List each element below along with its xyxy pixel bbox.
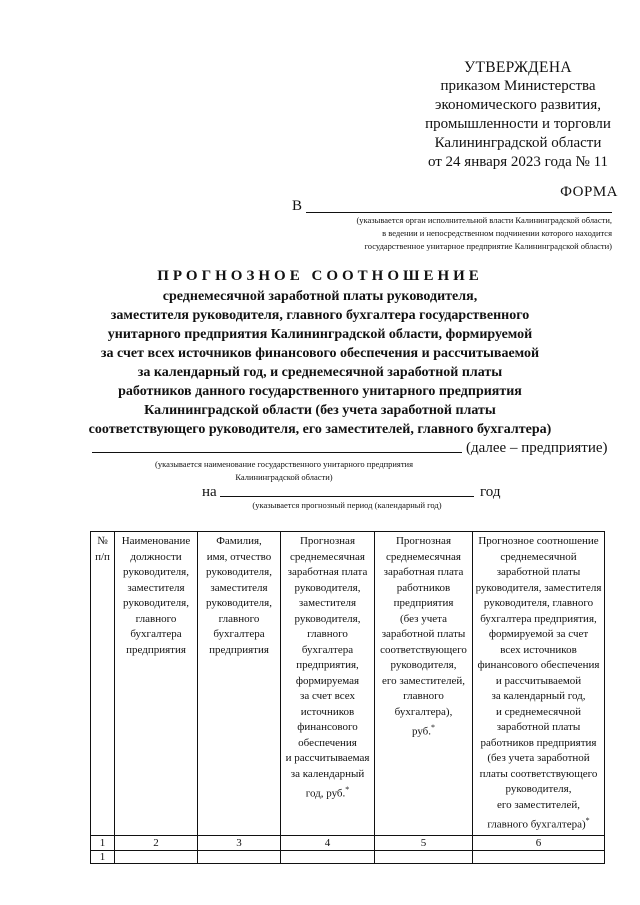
header-staff-salary: Прогнозная среднемесячная заработная плата работников предприятия (без учета заработной платы соответствующего руководителя, его заместителей, главного бухгалтера), руб.* [375, 532, 473, 836]
enterprise-field-line[interactable] [92, 452, 462, 453]
column-number: 4 [281, 836, 375, 851]
table-cell: 1 [91, 851, 115, 864]
table-cell[interactable] [375, 851, 473, 864]
approval-block [400, 58, 636, 172]
column-number: 3 [198, 836, 281, 851]
header-salary-ratio: Прогнозное соотношение среднемесячной заработной платы руководителя, заместителя руководителя, главного бухгалтера предприятия, формируемой за счет всех источников финансового обеспечения и рассчитываемой за календарный год, и среднемесячной заработной платы работников предприятия (без учета заработной платы соответствующего руководителя, его заместителей, главного бухгалтера)* [473, 532, 605, 836]
header-full-name: Фамилия, имя, отчество руководителя, заместителя руководителя, главного бухгалтера предприятия [198, 532, 281, 836]
enterprise-note-line: (указывается наименование государственного унитарного предприятия [154, 459, 414, 469]
addressee-prefix: В [292, 198, 303, 214]
column-number: 1 [91, 836, 115, 851]
subtitle-line: унитарного предприятия Калининградской области, формируемой [107, 327, 533, 342]
period-note: (указывается прогнозный период (календарный год) [252, 500, 442, 510]
table-header-row [91, 532, 605, 836]
addressee-note-line: (указывается орган исполнительной власти Калининградской области, [356, 215, 612, 225]
subtitle-line: за счет всех источников финансового обеспечения и рассчитываемой [100, 346, 540, 361]
enterprise-suffix: (далее – предприятие) [466, 440, 608, 456]
column-number: 5 [375, 836, 473, 851]
salary-ratio-table [90, 531, 605, 864]
approval-line: промышленности и торговли [425, 116, 611, 132]
subtitle-line: заместителя руководителя, главного бухгалтера государственного [110, 308, 530, 323]
approval-line: экономического развития, [435, 97, 601, 113]
subtitle-line: Калининградской области (без учета заработной платы [144, 403, 496, 418]
subtitle-line: соответствующего руководителя, его заместителей, главного бухгалтера) [88, 422, 552, 437]
column-number: 2 [115, 836, 198, 851]
approval-line: Калининградской области [434, 135, 602, 151]
document-title: ПРОГНОЗНОЕ СООТНОШЕНИЕ [157, 268, 483, 284]
table-cell[interactable] [115, 851, 198, 864]
enterprise-note-line: Калининградской области) [235, 472, 333, 482]
addressee-field-line[interactable] [306, 212, 612, 213]
approval-line: от 24 января 2023 года № 11 [427, 154, 609, 170]
table-cell[interactable] [198, 851, 281, 864]
header-position: Наименование должности руководителя, заместителя руководителя, главного бухгалтера предприятия [115, 532, 198, 836]
addressee-note-line: государственное унитарное предприятие Калининградской области) [364, 241, 612, 251]
table-cell[interactable] [281, 851, 375, 864]
header-number: № п/п [91, 532, 115, 836]
approval-heading: УТВЕРЖДЕНА [464, 59, 572, 76]
approval-line: приказом Министерства [440, 78, 596, 94]
header-manager-salary: Прогнозная среднемесячная заработная плата руководителя, заместителя руководителя, главного бухгалтера предприятия, формируемая за счет всех источников финансового обеспечения и рассчитываемая за календарный год, руб.* [281, 532, 375, 836]
subtitle-line: работников данного государственного унитарного предприятия [118, 384, 522, 399]
period-suffix: год [480, 484, 501, 500]
form-label: ФОРМА [560, 184, 618, 200]
table-cell[interactable] [473, 851, 605, 864]
subtitle-line: за календарный год, и среднемесячной заработной платы [137, 365, 503, 380]
addressee-note [306, 214, 612, 253]
subtitle-line: среднемесячной заработной платы руководителя, [162, 289, 478, 304]
enterprise-note [104, 458, 464, 484]
period-prefix: на [202, 484, 217, 500]
document-subtitle [80, 287, 560, 439]
period-field-line[interactable] [220, 496, 474, 497]
column-number-row [91, 836, 605, 851]
table-row [91, 851, 605, 864]
column-number: 6 [473, 836, 605, 851]
addressee-note-line: в ведении и непосредственном подчинении которого находится [382, 228, 612, 238]
